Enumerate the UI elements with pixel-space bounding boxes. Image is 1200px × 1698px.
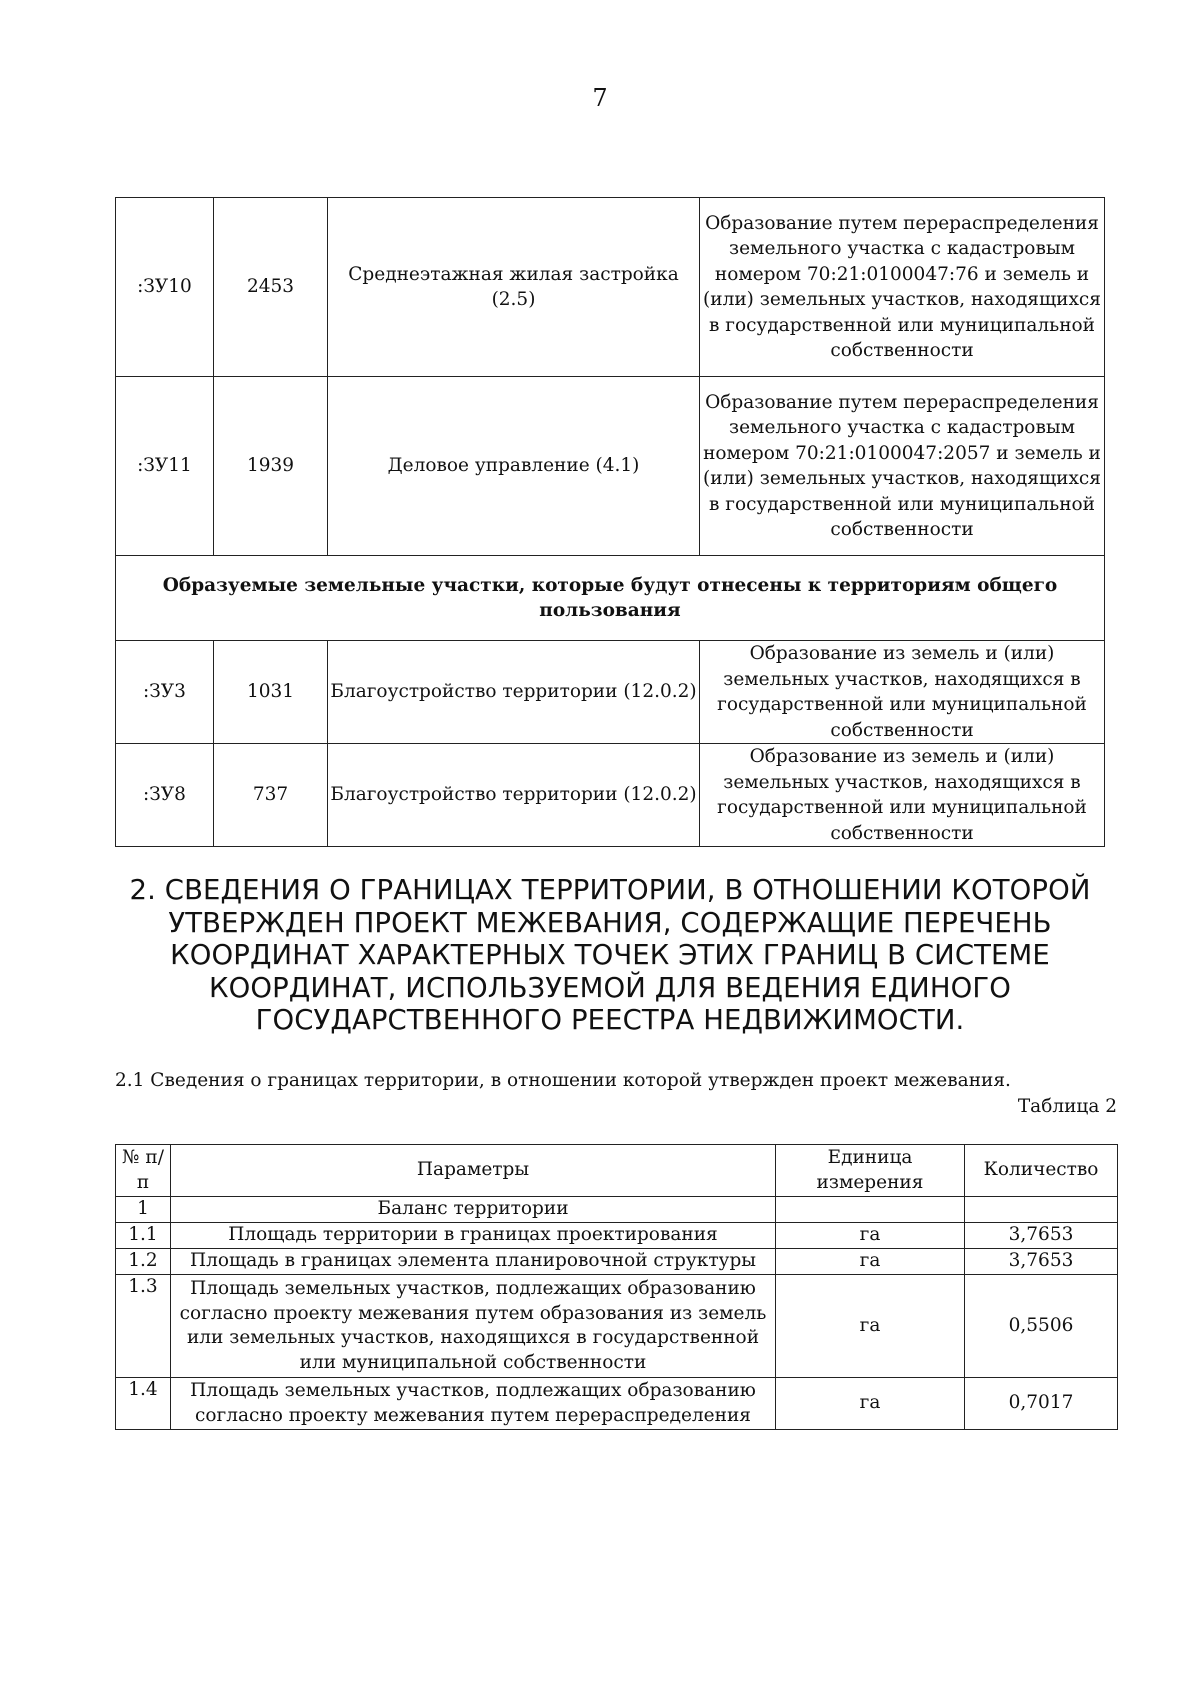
table-row <box>116 1378 1118 1430</box>
plot-formation: Образование из земель и (или) земельных участков, находящихся в государственной или муниципальной собственности <box>700 641 1105 744</box>
plot-use: Благоустройство территории (12.0.2) <box>328 641 700 744</box>
plot-use: Благоустройство территории (12.0.2) <box>328 744 700 847</box>
table-row <box>116 1223 1118 1249</box>
row-qty: 0,5506 <box>965 1275 1118 1378</box>
row-qty: 3,7653 <box>965 1223 1118 1249</box>
section-row <box>116 556 1105 641</box>
table-label: Таблица 2 <box>1017 1096 1117 1117</box>
row-param: Площадь земельных участков, подлежащих образованию согласно проекту межевания путем образования из земель или земельных участков, находящихся в государственной или муниципальной собственности <box>171 1275 776 1378</box>
section-heading: 2. СВЕДЕНИЯ О ГРАНИЦАХ ТЕРРИТОРИИ, В ОТНОШЕНИИ КОТОРОЙ УТВЕРЖДЕН ПРОЕКТ МЕЖЕВАНИЯ, СОДЕРЖАЩИЕ ПЕРЕЧЕНЬ КООРДИНАТ ХАРАКТЕРНЫХ ТОЧЕК ЭТИХ ГРАНИЦ В СИСТЕМЕ КООРДИНАТ, ИСПОЛЬЗУЕМОЙ ДЛЯ ВЕДЕНИЯ ЕДИНОГО ГОСУДАРСТВЕННОГО РЕЕСТРА НЕДВИЖИМОСТИ. <box>129 874 1091 1036</box>
land-plots-table <box>115 197 1105 847</box>
territory-balance-table <box>115 1144 1118 1430</box>
row-num: 1 <box>116 1197 171 1223</box>
table-row <box>116 1197 1118 1223</box>
plot-id: :ЗУ8 <box>116 744 214 847</box>
row-unit <box>776 1197 965 1223</box>
header-unit: Единица измерения <box>776 1145 965 1197</box>
page-number: 7 <box>592 84 608 112</box>
table-row <box>116 641 1105 744</box>
row-param: Площадь территории в границах проектирования <box>171 1223 776 1249</box>
table-header-row <box>116 1145 1118 1197</box>
row-param: Баланс территории <box>171 1197 776 1223</box>
row-num: 1.3 <box>116 1275 171 1378</box>
row-qty: 0,7017 <box>965 1378 1118 1430</box>
row-param: Площадь в границах элемента планировочной структуры <box>171 1249 776 1275</box>
row-param: Площадь земельных участков, подлежащих образованию согласно проекту межевания путем перераспределения <box>171 1378 776 1430</box>
table-row <box>116 1249 1118 1275</box>
header-num: № п/п <box>116 1145 171 1197</box>
subsection-paragraph: 2.1 Сведения о границах территории, в отношении которой утвержден проект межевания. <box>115 1070 1011 1091</box>
row-qty <box>965 1197 1118 1223</box>
plot-use: Среднеэтажная жилая застройка (2.5) <box>328 198 700 377</box>
row-num: 1.1 <box>116 1223 171 1249</box>
section-title: Образуемые земельные участки, которые будут отнесены к территориям общего пользования <box>116 556 1105 641</box>
plot-id: :ЗУ11 <box>116 377 214 556</box>
plot-area: 737 <box>214 744 328 847</box>
row-unit: га <box>776 1275 965 1378</box>
header-qty: Количество <box>965 1145 1118 1197</box>
row-num: 1.4 <box>116 1378 171 1430</box>
table-row <box>116 198 1105 377</box>
plot-id: :ЗУ10 <box>116 198 214 377</box>
plot-formation: Образование из земель и (или) земельных участков, находящихся в государственной или муниципальной собственности <box>700 744 1105 847</box>
plot-use: Деловое управление (4.1) <box>328 377 700 556</box>
row-num: 1.2 <box>116 1249 171 1275</box>
plot-formation: Образование путем перераспределения земельного участка с кадастровым номером 70:21:0100047:76 и земель и (или) земельных участков, находящихся в государственной или муниципальной собственности <box>700 198 1105 377</box>
row-qty: 3,7653 <box>965 1249 1118 1275</box>
row-unit: га <box>776 1378 965 1430</box>
plot-area: 2453 <box>214 198 328 377</box>
plot-formation: Образование путем перераспределения земельного участка с кадастровым номером 70:21:0100047:2057 и земель и (или) земельных участков, находящихся в государственной или муниципальной собственности <box>700 377 1105 556</box>
plot-area: 1031 <box>214 641 328 744</box>
header-param: Параметры <box>171 1145 776 1197</box>
table-row <box>116 377 1105 556</box>
row-unit: га <box>776 1249 965 1275</box>
row-unit: га <box>776 1223 965 1249</box>
table-row <box>116 744 1105 847</box>
table-row <box>116 1275 1118 1378</box>
plot-area: 1939 <box>214 377 328 556</box>
plot-id: :ЗУ3 <box>116 641 214 744</box>
